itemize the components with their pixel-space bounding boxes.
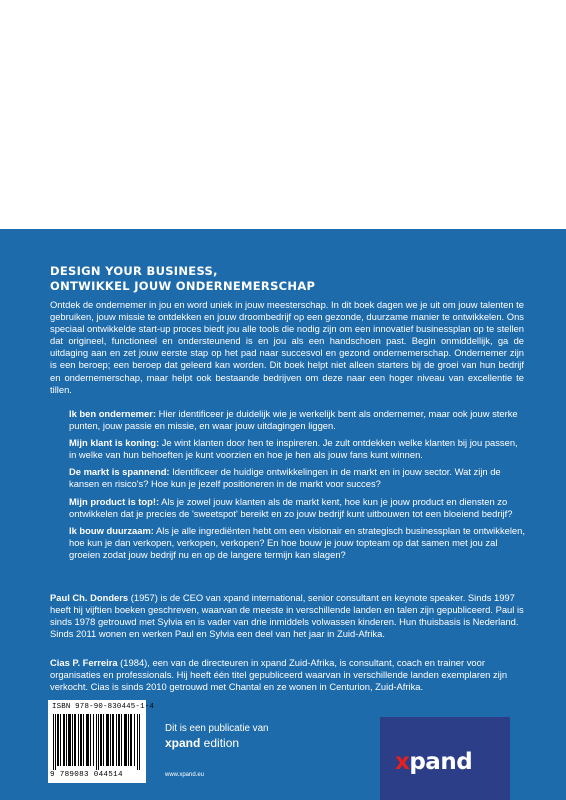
feature-text: Identificeer de huidige ontwikkelingen in de markt en in jouw sector. Wat zijn de kansen en risico's? Hoe kun je jezelf positioneren in de markt voor succes?: [69, 466, 501, 490]
blank-top-area: [0, 0, 566, 229]
title-line-2: ONTWIKKEL JOUW ONDERNEMERSCHAP: [50, 279, 316, 293]
feature-lead: Mijn klant is koning:: [69, 437, 160, 449]
publisher-brand-name: xpand: [165, 736, 201, 750]
publisher-url: www.xpand.eu: [165, 772, 205, 778]
intro-paragraph: Ontdek de ondernemer in jou en word uniek in jouw meesterschap. In dit boek dagen we je uit om jouw talenten te gebruiken, jouw missie te ontdekken en jouw droombedrijf op een gezonde, duurzame manier te ontwikkelen. Ons speciaal ontwikkelde start-up proces biedt jou alle tools die nodig zijn om een innovatief businessplan op te stellen dat origineel, functioneel en ondersteunend is en jou als een handschoen past. Begin onmiddellijk, ga de uitdaging aan en zet jouw eerste stap op het pad naar succesvol en gezond ondernemerschap. Ondernemer zijn is een beroep; een beroep dat geleerd kan worden. Dit boek helpt niet alleen starters bij de groei van hun bedrijf en ondernemerschap, maar helpt ook bestaande bedrijven om deze naar een hoger niveau van excellentie te tillen.: [50, 299, 524, 395]
logo-x: x: [395, 749, 410, 775]
feature-text: Hier identificeer je duidelijk wie je werkelijk bent als ondernemer, maar ook jouw sterke punten, jouw passie en missie, en waar jouw uitdagingen liggen.: [69, 408, 518, 432]
author-name-1: Paul Ch. Donders: [50, 592, 129, 603]
logo-rest: pand: [409, 749, 473, 775]
publisher-line: Dit is een publicatie van: [165, 723, 269, 734]
feature-text: Als je zowel jouw klanten als de markt kent, hoe kun je jouw product en diensten zo ontwikkelen dat je precies de 'sweetspot' bereikt en zo jouw bedrijf kunt uitbouwen tot een bloeiend bedrijf?: [69, 495, 513, 519]
feature-item: [69, 466, 525, 490]
author-bio-1: [50, 592, 524, 640]
feature-item: [69, 408, 525, 432]
feature-list: [69, 408, 525, 566]
feature-lead: Ik bouw duurzaam:: [69, 524, 154, 536]
feature-item: [69, 496, 525, 520]
publisher-edition: edition: [200, 736, 240, 750]
publisher-brand: [165, 736, 239, 750]
author-bio-text-1: (1957) is de CEO van xpand international, senior consultant en keynote speaker. Sinds 1997 heeft hij vijftien boeken geschreven, waarvan de meeste in verschillende landen en talen zijn gepubliceerd. Paul is sinds 1978 getrouwd met Sylvia en is vader van drie inmiddels volwassen kinderen. Hun thuisbasis is Nederland. Sinds 2011 wonen en werken Paul en Sylvia een deel van het jaar in Zuid-Afrika.: [50, 592, 524, 640]
author-bio-text-2: (1984), een van de directeuren in xpand Zuid-Afrika, is consultant, coach en trainer voor organisaties en professionals. Hij heeft één titel gepubliceerd waarvan in verschillende landen exemplaren zijn verkocht. Cias is sinds 2010 getrouwd met Chantal en ze wonen in Centurion, Zuid-Afrika.: [50, 657, 508, 693]
barcode-digits: 9 789083 044514: [50, 771, 123, 779]
xpand-logo-wordmark: [395, 749, 472, 775]
feature-lead: Mijn product is top!:: [69, 495, 160, 507]
book-title: [50, 264, 520, 294]
feature-lead: De markt is spannend:: [69, 466, 170, 478]
feature-text: Je wint klanten door hen te inspireren. Je zult ontdekken welke klanten bij jou passen, in welke van hun behoeften je kunt voorzien en hoe je hen als jouw fans kunt winnen.: [69, 437, 518, 461]
feature-item: [69, 525, 525, 561]
title-line-1: DESIGN YOUR BUSINESS,: [50, 264, 218, 278]
xpand-logo: [380, 717, 510, 800]
isbn-barcode-box: [48, 700, 154, 783]
author-bio-2: [50, 657, 524, 693]
isbn-label: ISBN 978-90-830445-1-4: [52, 703, 154, 711]
back-cover-panel: [0, 229, 566, 800]
barcode-icon: [53, 714, 141, 770]
feature-item: [69, 437, 525, 461]
feature-text: Als je alle ingrediënten hebt om een visionair en strategisch businessplan te ontwikkelen, hoe kun je dan verkopen, verkopen, verkopen? En hoe bouw je jouw topteam op dat samen met jou zal groeien zodat jouw bedrijf nu en op de langere termijn kan slagen?: [69, 524, 525, 560]
feature-lead: Ik ben ondernemer:: [69, 408, 156, 419]
author-name-2: Cias P. Ferreira: [50, 657, 118, 668]
